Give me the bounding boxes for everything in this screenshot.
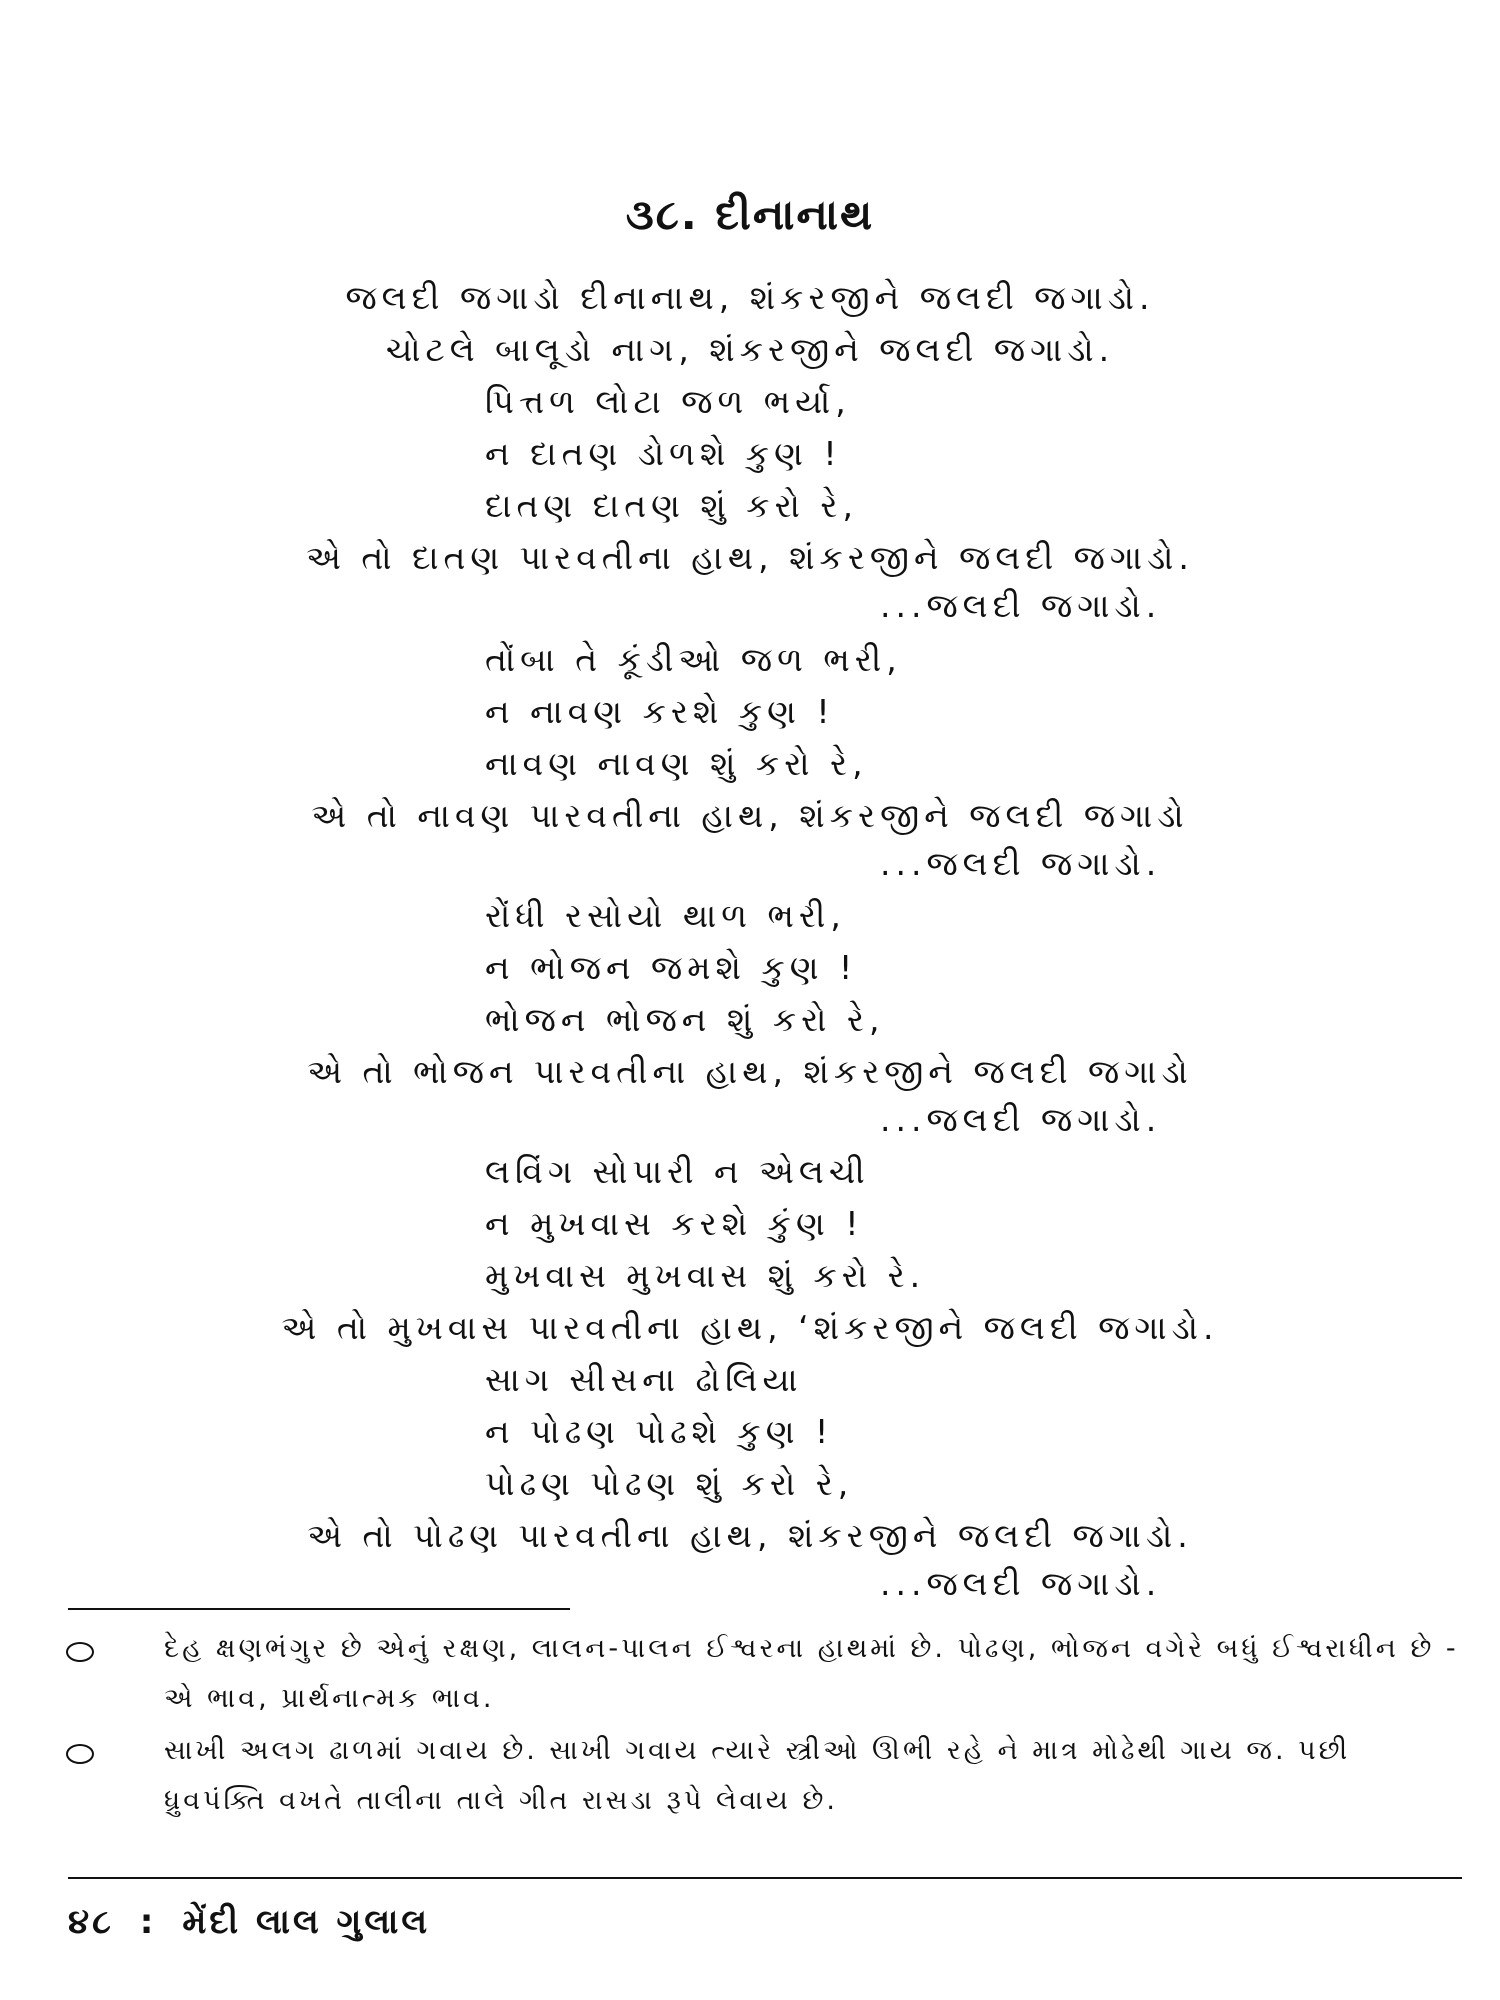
poem-line: તોંબા તે કૂંડીઓ જળ ભરી, xyxy=(485,640,902,679)
refrain-line: ...જલદી જગાડો. xyxy=(880,1100,1162,1139)
poem-line: જલદી જગાડો દીનાનાથ, શંકરજીને જલદી જગાડો. xyxy=(345,278,1155,317)
footer-separator: : xyxy=(139,1902,157,1942)
poem-line: એ તો દાતણ પારવતીના હાથ, શંકરજીને જલદી જગાડો. xyxy=(306,538,1194,577)
poem-line: નાવણ નાવણ શું કરો રે, xyxy=(485,744,868,783)
refrain-line: ...જલદી જગાડો. xyxy=(880,1564,1162,1603)
page-number: ૪૮ xyxy=(68,1902,114,1942)
poem-line: દાતણ દાતણ શું કરો રે, xyxy=(485,486,858,525)
poem-line: ચોટલે બાલૂડો નાગ, શંકરજીને જલદી જગાડો. xyxy=(385,330,1115,369)
poem-line: લવિંગ સોપારી ન એલચી xyxy=(485,1152,870,1191)
poem-line: એ તો મુખવાસ પારવતીના હાથ, ‘શંકરજીને જલદી જગાડો. xyxy=(281,1308,1219,1347)
poem-line: ન નાવણ કરશે કુણ ! xyxy=(485,692,835,731)
poem-line: ન પોઢણ પોઢશે કુણ ! xyxy=(485,1412,834,1451)
poem-line: સાગ સીસના ઢોલિયા xyxy=(485,1360,803,1399)
poem-line: એ તો ભોજન પારવતીના હાથ, શંકરજીને જલદી જગાડો xyxy=(307,1052,1193,1091)
poem-line: પોઢણ પોઢણ શું કરો રે, xyxy=(485,1464,854,1503)
poem-line: એ તો નાવણ પારવતીના હાથ, શંકરજીને જલદી જગાડો xyxy=(311,796,1189,835)
footer-divider xyxy=(68,1877,1462,1879)
poem-line: રોંધી રસોયો થાળ ભરી, xyxy=(485,896,846,935)
circle-bullet-icon xyxy=(66,1744,94,1764)
footnote-divider xyxy=(68,1608,570,1610)
poem-line: ન દાતણ ડોળશે કુણ ! xyxy=(485,434,842,473)
poem-line: ન ભોજન જમશે કુણ ! xyxy=(485,948,858,987)
poem-line: ભોજન ભોજન શું કરો રે, xyxy=(485,1000,885,1039)
footnote-text: દેહ ક્ષણભંગુર છે એનું રક્ષણ, લાલન-પાલન ઈશ્વરના હાથમાં છે. પોઢણ, ભોજન વગેરે બધું ઈશ્વરાધીન છે - એ ભાવ, પ્રાર્થનાત્મક ભાવ. xyxy=(164,1633,1459,1714)
book-title: મેંદી લાલ ગુલાલ xyxy=(182,1902,431,1942)
refrain-line: ...જલદી જગાડો. xyxy=(880,844,1162,883)
circle-bullet-icon xyxy=(66,1642,94,1662)
refrain-line: ...જલદી જગાડો. xyxy=(880,586,1162,625)
poem-line: ન મુખવાસ કરશે કુંણ ! xyxy=(485,1204,864,1243)
poem-line: પિત્તળ લોટા જળ ભર્યા, xyxy=(485,382,851,421)
footnote-text: સાખી અલગ ઢાળમાં ગવાય છે. સાખી ગવાય ત્યારે સ્ત્રીઓ ઊભી રહે ને માત્ર મોઢેથી ગાય જ. પછી ધ્રુવપંક્તિ વખતે તાલીના તાલે ગીત રાસડા રૂપે લેવાય છે. xyxy=(164,1735,1351,1816)
poem-line: એ તો પોઢણ પારવતીના હાથ, શંકરજીને જલદી જગાડો. xyxy=(307,1516,1193,1555)
page-title: ૩૮. દીનાનાથ xyxy=(625,190,875,239)
poem-line: મુખવાસ મુખવાસ શું કરો રે. xyxy=(485,1256,926,1295)
page-footer xyxy=(68,1902,430,1942)
